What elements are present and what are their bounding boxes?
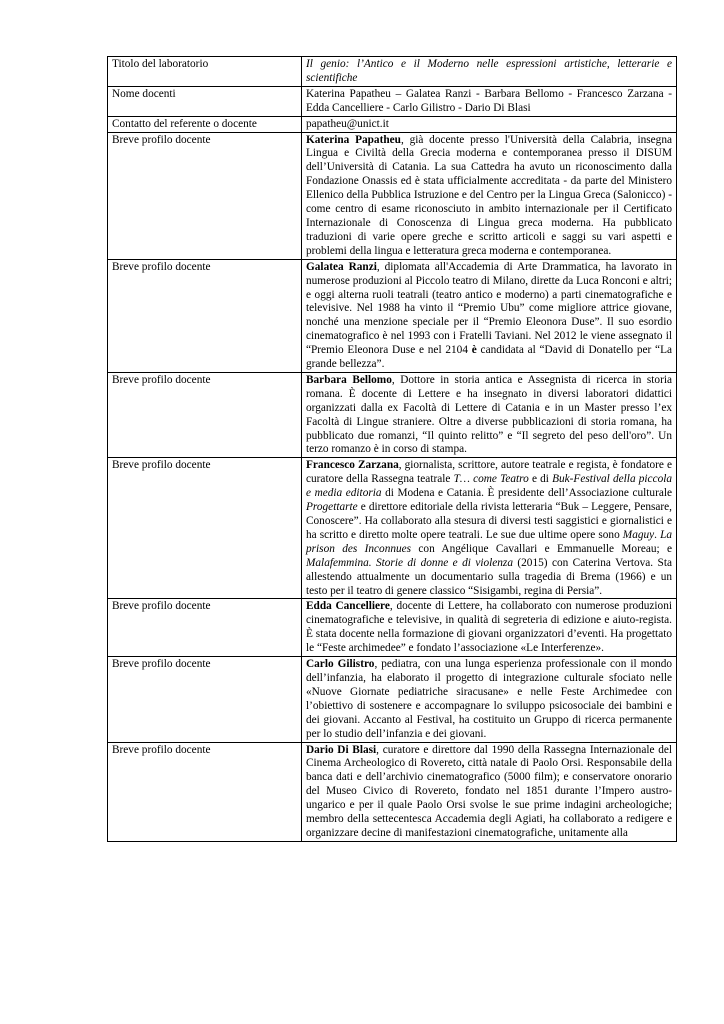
row-label: Breve profilo docente	[108, 599, 302, 657]
text-run: e di	[528, 473, 553, 486]
text-run: Katerina Papatheu – Galatea Ranzi - Barbara Bellomo - Francesco Zarzana - Edda Cancelliere - Carlo Gilistro - Dario Di Blasi	[306, 87, 672, 114]
italic-text: Buk-Festival della piccola e media editoria	[306, 473, 673, 500]
text-run: e direttore editoriale della rivista letteraria “Buk – Leggere, Pensare, Conoscere”. Ha collaborato alla stesura di diversi testi saggistici e giornalistici e ha scritto e diretto molte opere teatrali. Le sue due ultime opere sono	[306, 501, 672, 541]
row-value	[302, 372, 677, 457]
row-label: Contatto del referente o docente	[108, 116, 302, 132]
bold-text: Edda Cancelliere	[306, 600, 390, 613]
row-value	[302, 116, 677, 132]
text-run: , pediatra, con una lunga esperienza professionale con il mondo dell’infanzia, ha elaborato il progetto di integrazione culturale sfociato nelle «Nuove Giornate pediatriche siracusane» e nelle Feste Archimedee con l’obiettivo di sostenere e accompagnare lo sviluppo psicosociale dei bambini e dei giovani. Accanto al Festival, ha costituito un Gruppo di ricerca permanente per lo studio dell’infanzia e dei giovani.	[306, 658, 672, 740]
row-value	[302, 458, 677, 599]
text-run: , diplomata all'Accademia di Arte Drammatica, ha lavorato in numerose produzioni al Piccolo teatro di Milano, dirette da Luca Ronconi e altri; e oggi alterna ruoli teatrali (teatro antico e moderno) a parti cinematografiche e televisive. Nel 1988 ha vinto il “Premio Ubu” come migliore attrice giovane, nonché una menzione speciale per il “Premio Eleonora Duse”. Il suo esordio cinematografico è nel 1993 con i Fratelli Taviani. Nel 2012 le viene assegnato il “Premio Eleonora Duse e nel 2104	[306, 260, 673, 357]
bold-text: Barbara Bellomo	[306, 373, 392, 386]
italic-text: Il genio: l’Antico e il Moderno nelle espressioni artistiche, letterarie e scientifiche	[306, 58, 672, 84]
bold-text: Dario Di Blasi	[306, 743, 377, 756]
row-value	[302, 86, 677, 116]
table-row	[108, 742, 677, 841]
table-row	[108, 57, 677, 87]
row-value	[302, 599, 677, 657]
row-label: Breve profilo docente	[108, 458, 302, 599]
bold-text: ,	[461, 757, 465, 770]
text-run: candidata al “David di Donatello per “La grande bellezza”.	[306, 344, 672, 371]
table-row	[108, 86, 677, 116]
bold-text: è	[471, 344, 477, 357]
document-table	[107, 56, 677, 842]
text-run: , docente di Lettere, ha collaborato con numerose produzioni cinematografiche e televisive, in qualità di segreteria di edizione e aiuto-regista. È stata docente nella formazione di giovani organizzatori d’eventi. Ha progettato le “Feste archimedee” e fondato l’associazione «Le Interferenze».	[306, 600, 672, 655]
document-table-body	[108, 57, 677, 842]
row-label: Titolo del laboratorio	[108, 57, 302, 87]
table-row	[108, 657, 677, 742]
text-run: , giornalista, scrittore, autore teatrale e regista, è fondatore e curatore della Rassegna teatrale	[306, 459, 672, 486]
text-run: città natale di Paolo Orsi. Responsabile della banca dati e dell’archivio cinematografico (5000 film); e conservatore onorario del Museo Civico di Rovereto, fondato nel 1851 durante l’Impero austro-ungarico e per il quale Paolo Orsi svolse le sue prime indagini archeologiche; membro della settecentesca Accademia degli Agiati, ha collaborato a redigere e organizzare decine di manifestazioni cinematografiche, unitamente alla	[306, 757, 672, 839]
text-run: .	[654, 528, 661, 541]
row-label: Breve profilo docente	[108, 742, 302, 841]
row-label: Nome docenti	[108, 86, 302, 116]
text-run: , Dottore in storia antica e Assegnista di ricerca in storia romana. È docente di Lettere e ha insegnato in diversi laboratori didattici organizzati dalla ex Facoltà di Lettere di Catania e in un Master presso l’ex Facoltà di Lingue straniere. Oltre a diverse pubblicazioni di storia romana, ha pubblicato due romanzi, “Il quinto relitto” e “Il segreto del peso dell'oro”. Un terzo romanzo è in corso di stampa.	[306, 373, 672, 456]
table-row	[108, 259, 677, 372]
text-run: con Angélique Cavallari e Emmanuelle Moreau; e	[411, 542, 673, 555]
bold-text: Galatea Ranzi	[306, 260, 377, 273]
bold-text: Katerina Papatheu	[306, 133, 401, 146]
text-run: di Modena e Catania. È presidente dell’Associazione culturale	[381, 487, 672, 500]
row-label: Breve profilo docente	[108, 132, 302, 259]
row-label: Breve profilo docente	[108, 259, 302, 372]
table-row	[108, 116, 677, 132]
table-row	[108, 132, 677, 259]
table-row	[108, 372, 677, 457]
text-run: papatheu@unict.it	[306, 117, 389, 130]
row-value	[302, 657, 677, 742]
row-label: Breve profilo docente	[108, 657, 302, 742]
bold-text: Francesco Zarzana	[306, 459, 399, 472]
row-value	[302, 57, 677, 87]
italic-text: Progettarte	[306, 501, 358, 514]
italic-text: T… come Teatro	[453, 473, 529, 486]
row-value	[302, 742, 677, 841]
table-row	[108, 458, 677, 599]
italic-text: Malafemmina. Storie di donne e di violenza	[306, 556, 513, 569]
italic-text: Maguy	[622, 528, 655, 541]
text-run: (2015) con Caterina Vertova. Sta allestendo attualmente un documentario sulla tragedia di Brema (1966) e un testo per il teatro di genere classico “Sisigambi, regina di Persia”.	[306, 556, 672, 597]
italic-text: La prison des Inconnues	[306, 528, 672, 555]
text-run: , già docente presso l'Università della Calabria, insegna Lingua e Civiltà della Grecia moderna e contemporanea presso il DISUM dell’Università di Catania. La sua Cattedra ha avuto un riconoscimento dalla Fondazione Onassis ed è stata ufficialmente accreditata - da parte del Ministero Ellenico della Pubblica Istruzione e del Centro per la Lingua Greca (Salonicco) - come centro di esame riconosciuto in ambito internazionale per il Certificato Internazionale di Conoscenza di Lingua greca moderna. Ha pubblicato traduzioni di varie opere greche e scritto articoli e saggi su vari aspetti e problemi della lingua e letteratura greca moderna e contemporanea.	[306, 133, 672, 257]
row-label: Breve profilo docente	[108, 372, 302, 457]
table-row	[108, 599, 677, 657]
row-value	[302, 259, 677, 372]
row-value	[302, 132, 677, 259]
bold-text: Carlo Gilistro	[306, 658, 375, 671]
text-run: , curatore e direttore dal 1990 della Rassegna Internazionale del Cinema Archeologico di Rovereto	[306, 743, 672, 770]
